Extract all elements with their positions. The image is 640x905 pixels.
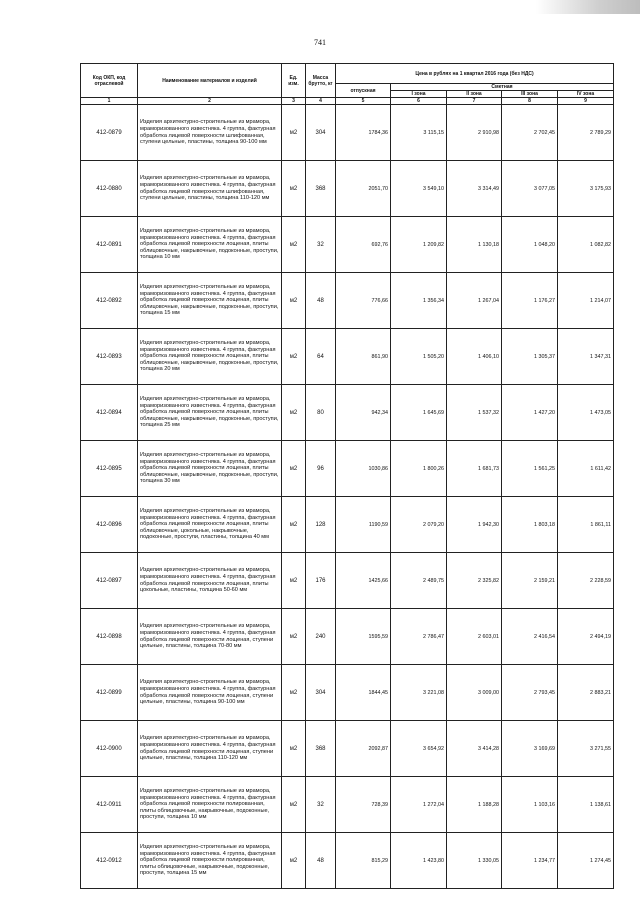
unit-cell: м2 — [282, 161, 306, 217]
release-price: 692,76 — [336, 217, 391, 273]
product-code: 412-0899 — [81, 665, 138, 721]
zone-2-price: 2 603,01 — [447, 609, 502, 665]
zone-1-price: 1 800,26 — [391, 441, 447, 497]
zone-4-price: 2 494,19 — [558, 609, 614, 665]
mass-cell: 96 — [306, 441, 336, 497]
zone-1-price: 1 423,80 — [391, 833, 447, 889]
table-row — [81, 777, 614, 833]
table-row — [81, 553, 614, 609]
unit-cell: м2 — [282, 217, 306, 273]
product-code: 412-0896 — [81, 497, 138, 553]
zone-2-price: 1 537,32 — [447, 385, 502, 441]
header-zone-3: III зона — [502, 91, 558, 98]
zone-2-price: 1 330,05 — [447, 833, 502, 889]
release-price: 1595,59 — [336, 609, 391, 665]
mass-cell: 48 — [306, 273, 336, 329]
zone-1-price: 1 645,69 — [391, 385, 447, 441]
product-code: 412-0891 — [81, 217, 138, 273]
release-price: 776,66 — [336, 273, 391, 329]
mass-cell: 48 — [306, 833, 336, 889]
product-name: Изделия архитектурно-строительные из мрамора, мраморизованного известняка. 4 группа, фактурная обработка лицевой поверхности лощеная, плиты облицовочные, накрывочные, подоконные, проступи, толщина 15 мм — [138, 273, 282, 329]
header-zone-2: II зона — [447, 91, 502, 98]
zone-4-price: 1 138,61 — [558, 777, 614, 833]
table-row — [81, 217, 614, 273]
header-zone-4: IV зона — [558, 91, 614, 98]
zone-4-price: 2 789,29 — [558, 105, 614, 161]
product-code: 412-0895 — [81, 441, 138, 497]
column-number-row — [81, 98, 614, 105]
zone-4-price: 1 473,05 — [558, 385, 614, 441]
price-table — [80, 63, 614, 889]
unit-cell: м2 — [282, 497, 306, 553]
unit-cell: м2 — [282, 833, 306, 889]
table-row — [81, 721, 614, 777]
table-row — [81, 441, 614, 497]
zone-4-price: 3 175,93 — [558, 161, 614, 217]
header-name: Наименование материалов и изделий — [138, 64, 282, 98]
zone-1-price: 2 489,75 — [391, 553, 447, 609]
column-number: 1 — [81, 98, 138, 105]
header-release: отпускная — [336, 84, 391, 98]
product-name: Изделия архитектурно-строительные из мрамора, мраморизованного известняка. 4 группа, фактурная обработка лицевой поверхности лощеная, плиты облицовочные, накрывочные, подоконные, проступи, толщина 25 мм — [138, 385, 282, 441]
unit-cell: м2 — [282, 105, 306, 161]
zone-2-price: 2 910,98 — [447, 105, 502, 161]
product-code: 412-0897 — [81, 553, 138, 609]
zone-4-price: 1 861,11 — [558, 497, 614, 553]
page-number: 741 — [314, 38, 326, 47]
zone-4-price: 2 883,21 — [558, 665, 614, 721]
product-name: Изделия архитектурно-строительные из мрамора, мраморизованного известняка. 4 группа, фактурная обработка лицевой поверхности лощеная, плиты облицовочные, цокольные, накрывочные, подоконные, проступи, пластины, толщина 40 мм — [138, 497, 282, 553]
zone-3-price: 2 159,21 — [502, 553, 558, 609]
product-name: Изделия архитектурно-строительные из мрамора, мраморизованного известняка. 4 группа, фактурная обработка лицевой поверхности лощеная, плиты облицовочные, накрывочные, подоконные, проступи, толщина 10 мм — [138, 217, 282, 273]
unit-cell: м2 — [282, 777, 306, 833]
product-name: Изделия архитектурно-строительные из мрамора, мраморизованного известняка. 4 группа, фактурная обработка лицевой поверхности лощеная, плиты цокольные, пластины, толщина 50-60 мм — [138, 553, 282, 609]
zone-2-price: 1 681,73 — [447, 441, 502, 497]
product-name: Изделия архитектурно-строительные из мрамора, мраморизованного известняка. 4 группа, фактурная обработка лицевой поверхности шлифованная, ступени цельные, пластины, толщина 90-100 мм — [138, 105, 282, 161]
product-name: Изделия архитектурно-строительные из мрамора, мраморизованного известняка. 4 группа, фактурная обработка лицевой поверхности полированная, плиты облицовочные, накрывочные, подоконные, проступи, толщина 15 мм — [138, 833, 282, 889]
zone-4-price: 1 082,82 — [558, 217, 614, 273]
header-code: Код ОКП, код отраслевой — [81, 64, 138, 98]
zone-3-price: 1 803,18 — [502, 497, 558, 553]
zone-3-price: 2 416,54 — [502, 609, 558, 665]
unit-cell: м2 — [282, 553, 306, 609]
table-row — [81, 105, 614, 161]
zone-2-price: 3 009,00 — [447, 665, 502, 721]
scan-shadow — [536, 0, 640, 14]
table-row — [81, 609, 614, 665]
zone-4-price: 2 228,59 — [558, 553, 614, 609]
mass-cell: 304 — [306, 105, 336, 161]
zone-3-price: 1 305,37 — [502, 329, 558, 385]
zone-3-price: 3 077,05 — [502, 161, 558, 217]
header-mass: Масса брутто, кг — [306, 64, 336, 98]
zone-2-price: 3 314,49 — [447, 161, 502, 217]
mass-cell: 128 — [306, 497, 336, 553]
release-price: 942,34 — [336, 385, 391, 441]
column-number: 6 — [391, 98, 447, 105]
unit-cell: м2 — [282, 329, 306, 385]
zone-2-price: 2 325,82 — [447, 553, 502, 609]
zone-1-price: 2 079,20 — [391, 497, 447, 553]
header-unit: Ед. изм. — [282, 64, 306, 98]
product-code: 412-0900 — [81, 721, 138, 777]
header-estimate: Сметная — [391, 84, 614, 91]
product-code: 412-0912 — [81, 833, 138, 889]
product-name: Изделия архитектурно-строительные из мрамора, мраморизованного известняка. 4 группа, фактурная обработка лицевой поверхности шлифованная, ступени цельные, пластины, толщина 110-120 мм — [138, 161, 282, 217]
unit-cell: м2 — [282, 721, 306, 777]
table-row — [81, 665, 614, 721]
mass-cell: 368 — [306, 161, 336, 217]
product-name: Изделия архитектурно-строительные из мрамора, мраморизованного известняка. 4 группа, фактурная обработка лицевой поверхности лощеная, ступени цельные, пластины, толщина 70-80 мм — [138, 609, 282, 665]
zone-4-price: 3 271,55 — [558, 721, 614, 777]
zone-2-price: 3 414,28 — [447, 721, 502, 777]
column-number: 3 — [282, 98, 306, 105]
header-price-group: Цена в рублях на 1 квартал 2016 года (без НДС) — [336, 64, 614, 84]
product-name: Изделия архитектурно-строительные из мрамора, мраморизованного известняка. 4 группа, фактурная обработка лицевой поверхности полированная, плиты облицовочные, накрывочные, подоконные, проступи, толщина 10 мм — [138, 777, 282, 833]
mass-cell: 176 — [306, 553, 336, 609]
column-number: 2 — [138, 98, 282, 105]
zone-3-price: 1 427,20 — [502, 385, 558, 441]
mass-cell: 32 — [306, 777, 336, 833]
unit-cell: м2 — [282, 273, 306, 329]
product-code: 412-0911 — [81, 777, 138, 833]
zone-4-price: 1 214,07 — [558, 273, 614, 329]
column-number: 9 — [558, 98, 614, 105]
product-name: Изделия архитектурно-строительные из мрамора, мраморизованного известняка. 4 группа, фактурная обработка лицевой поверхности лощеная, плиты облицовочные, накрывочные, подоконные, проступи, толщина 20 мм — [138, 329, 282, 385]
zone-3-price: 1 103,16 — [502, 777, 558, 833]
mass-cell: 240 — [306, 609, 336, 665]
zone-1-price: 3 115,15 — [391, 105, 447, 161]
header-zone-1: I зона — [391, 91, 447, 98]
mass-cell: 368 — [306, 721, 336, 777]
zone-3-price: 1 176,27 — [502, 273, 558, 329]
unit-cell: м2 — [282, 385, 306, 441]
zone-4-price: 1 274,45 — [558, 833, 614, 889]
zone-1-price: 3 549,10 — [391, 161, 447, 217]
mass-cell: 80 — [306, 385, 336, 441]
mass-cell: 64 — [306, 329, 336, 385]
table-row — [81, 385, 614, 441]
release-price: 728,39 — [336, 777, 391, 833]
mass-cell: 32 — [306, 217, 336, 273]
column-number: 5 — [336, 98, 391, 105]
zone-1-price: 1 505,20 — [391, 329, 447, 385]
product-code: 412-0893 — [81, 329, 138, 385]
release-price: 1190,59 — [336, 497, 391, 553]
release-price: 815,29 — [336, 833, 391, 889]
table-row — [81, 161, 614, 217]
release-price: 1784,36 — [336, 105, 391, 161]
release-price: 1844,45 — [336, 665, 391, 721]
product-code: 412-0879 — [81, 105, 138, 161]
release-price: 2051,70 — [336, 161, 391, 217]
zone-3-price: 3 169,69 — [502, 721, 558, 777]
release-price: 1425,66 — [336, 553, 391, 609]
zone-2-price: 1 942,30 — [447, 497, 502, 553]
table-row — [81, 329, 614, 385]
product-code: 412-0894 — [81, 385, 138, 441]
zone-1-price: 2 786,47 — [391, 609, 447, 665]
unit-cell: м2 — [282, 609, 306, 665]
zone-4-price: 1 347,31 — [558, 329, 614, 385]
unit-cell: м2 — [282, 441, 306, 497]
zone-1-price: 3 654,92 — [391, 721, 447, 777]
zone-1-price: 1 272,04 — [391, 777, 447, 833]
mass-cell: 304 — [306, 665, 336, 721]
table-row — [81, 497, 614, 553]
column-number: 8 — [502, 98, 558, 105]
release-price: 861,90 — [336, 329, 391, 385]
unit-cell: м2 — [282, 665, 306, 721]
product-code: 412-0880 — [81, 161, 138, 217]
zone-4-price: 1 611,42 — [558, 441, 614, 497]
zone-2-price: 1 130,18 — [447, 217, 502, 273]
zone-1-price: 1 209,82 — [391, 217, 447, 273]
release-price: 2092,87 — [336, 721, 391, 777]
zone-3-price: 1 561,25 — [502, 441, 558, 497]
release-price: 1030,86 — [336, 441, 391, 497]
product-name: Изделия архитектурно-строительные из мрамора, мраморизованного известняка. 4 группа, фактурная обработка лицевой поверхности лощеная, ступени цельные, пластины, толщина 110-120 мм — [138, 721, 282, 777]
zone-1-price: 3 221,08 — [391, 665, 447, 721]
column-number: 7 — [447, 98, 502, 105]
product-name: Изделия архитектурно-строительные из мрамора, мраморизованного известняка. 4 группа, фактурная обработка лицевой поверхности лощеная, ступени цельные, пластины, толщина 90-100 мм — [138, 665, 282, 721]
product-code: 412-0898 — [81, 609, 138, 665]
zone-2-price: 1 188,28 — [447, 777, 502, 833]
table-row — [81, 273, 614, 329]
column-number: 4 — [306, 98, 336, 105]
zone-1-price: 1 356,34 — [391, 273, 447, 329]
zone-2-price: 1 406,10 — [447, 329, 502, 385]
zone-3-price: 2 793,45 — [502, 665, 558, 721]
zone-2-price: 1 267,04 — [447, 273, 502, 329]
zone-3-price: 1 234,77 — [502, 833, 558, 889]
table-row — [81, 833, 614, 889]
zone-3-price: 2 702,45 — [502, 105, 558, 161]
product-name: Изделия архитектурно-строительные из мрамора, мраморизованного известняка. 4 группа, фактурная обработка лицевой поверхности лощеная, плиты облицовочные, накрывочные, подоконные, проступи, толщина 30 мм — [138, 441, 282, 497]
product-code: 412-0892 — [81, 273, 138, 329]
zone-3-price: 1 048,20 — [502, 217, 558, 273]
